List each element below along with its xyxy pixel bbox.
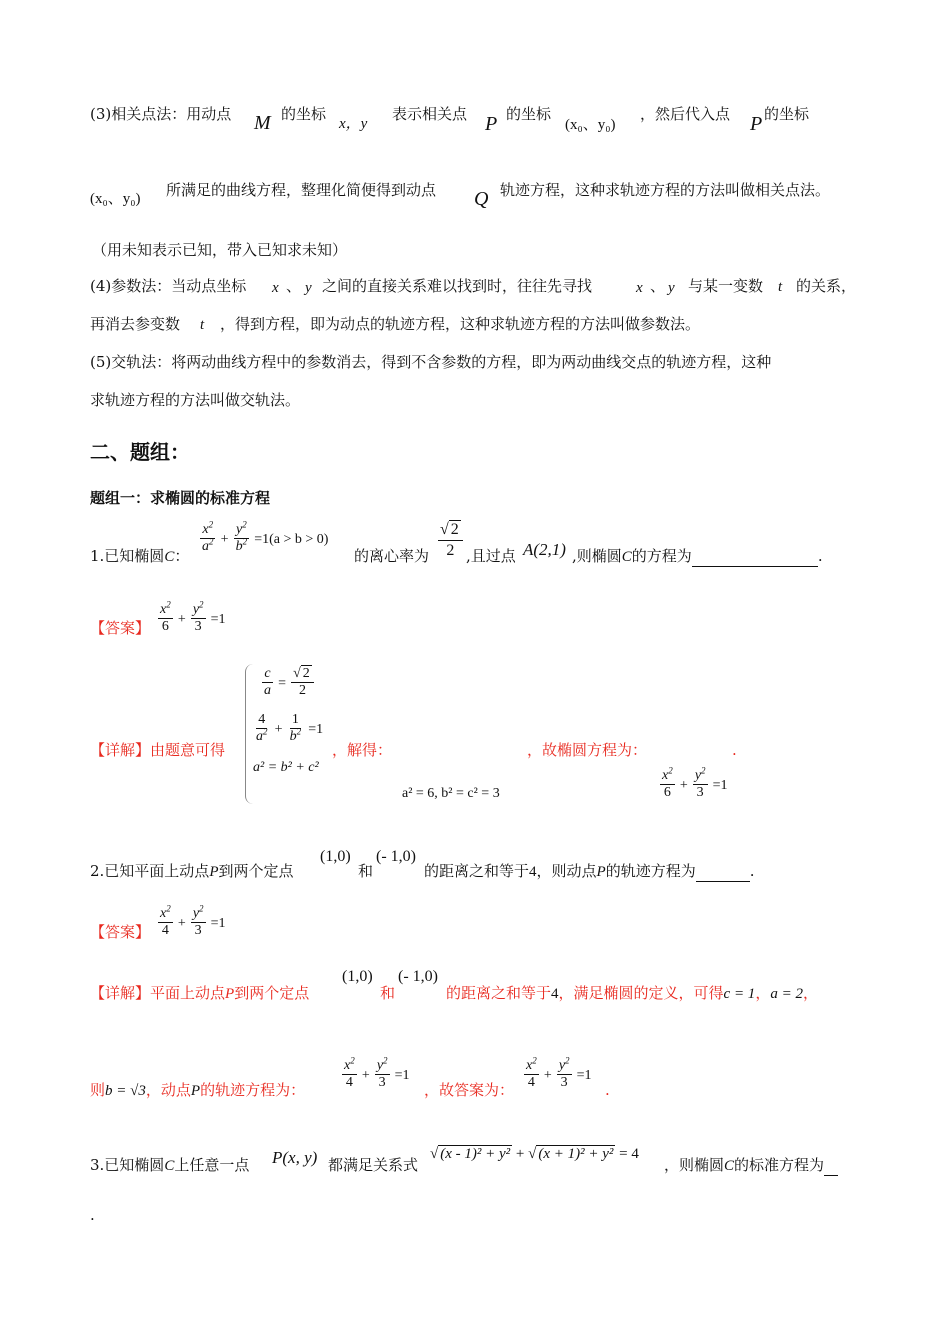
frac-sqrt2-2b: $\frac{√ 2}{2}$ — [291, 666, 314, 699]
q1-e: 的方程为 — [631, 547, 692, 565]
q3-rad2: (x + 1)² + y² — [538, 1146, 614, 1162]
a2-label: 【答案】 — [90, 923, 151, 941]
a2-a2: a = 2 — [770, 986, 803, 1002]
a1-detail-a: 由题意可得 — [150, 741, 226, 759]
a2-rhs-b: =1 — [394, 1068, 410, 1083]
q3-radical-expr: √ (x - 1)² + y² + √ (x + 1)² + y² = 4 — [430, 1146, 639, 1162]
var-y: y — [305, 280, 312, 296]
coords-x0y0-b: (x₀、y₀) — [90, 191, 141, 207]
q1-C: C — [164, 549, 175, 565]
s4-sep: 、 — [286, 277, 302, 295]
a2-point1: (1,0) — [342, 968, 373, 985]
a1-eq: $\frac{x^2}{6}$ + $\frac{y^2}{3}$ =1 — [160, 599, 226, 634]
frac-sqrt2-2: $\frac{√ 2}{2}$ — [438, 520, 463, 561]
s3-text-e: ，然后代入点 — [640, 105, 731, 123]
a1-rhs: =1 — [210, 612, 226, 627]
frac-x2-a2: $\frac{x^2}{a^2}$ — [202, 519, 214, 554]
a2-rhs: =1 — [210, 916, 226, 931]
a1-detail-c: ，故椭圆方程为： — [527, 741, 648, 759]
q3-point-P: P(x, y) — [272, 1148, 318, 1167]
frac-x2-6: $\frac{x^2}{6}$ — [160, 599, 171, 634]
s4-text-b: 之间的直接关系难以找到时，往往先寻找 — [322, 277, 593, 295]
q1-text-b: 的离心率为 — [354, 547, 430, 565]
frac-x2-4: $\frac{x^2}{4}$ — [160, 903, 171, 938]
var-P2: P — [750, 113, 763, 135]
a2-d3-line — [446, 983, 818, 1004]
s3-text-a: (3)相关点法：用动点 — [90, 105, 232, 123]
q2-P: P — [209, 864, 219, 880]
q3-eq: = 4 — [619, 1146, 639, 1162]
a1-solve: a² = 6, b² = c² = 3 — [402, 786, 500, 801]
s5-line1: (5)交轨法：将两动曲线方程中的参数消去，得到不含参数的方程，即为两动曲线交点的轨迹方程，这种 — [90, 353, 772, 371]
section-title: 二、题组： — [90, 440, 190, 464]
s3-text-c: 表示相关点 — [392, 105, 468, 123]
frac-x2-4b: $\frac{x^2}{4}$ — [344, 1055, 355, 1090]
q3-blank — [824, 1155, 838, 1176]
q2-blank — [696, 861, 750, 882]
q1-C2: C — [621, 549, 632, 565]
q2-b: 到两个定点 — [218, 862, 294, 880]
q1-text-c: ,且过点 — [466, 547, 516, 565]
var-x: x — [272, 280, 279, 296]
q1-colon: ： — [174, 547, 190, 565]
q2-point1: (1,0) — [320, 848, 351, 865]
a1-detail-b: ，解得： — [332, 741, 393, 759]
a2-detail — [90, 983, 309, 1004]
q2-and: 和 — [358, 862, 374, 880]
a2-line2 — [90, 1080, 305, 1101]
s3-text-g: 所满足的曲线方程，整理化简便得到动点 — [166, 181, 437, 199]
s3-text-h: 轨迹方程，这种求轨迹方程的方法叫做相关点法。 — [500, 181, 831, 199]
frac-y2-3d: $\frac{y^2}{3}$ — [376, 1055, 388, 1090]
a2-comma: ， — [755, 984, 771, 1002]
q2-e: 的轨迹方程为 — [605, 862, 696, 880]
q2-end: . — [749, 862, 755, 880]
frac-y2-b2: $\frac{y^2}{b^2}$ — [235, 519, 248, 554]
s4-sep2: 、 — [650, 277, 666, 295]
a1-detail — [90, 740, 225, 760]
q2-text-c — [424, 861, 755, 882]
q3-text-c: 都满足关系式 — [328, 1156, 419, 1174]
s4-line2b: ，得到方程，即为动点的轨迹方程，这种求轨迹方程的方法叫做参数法。 — [220, 315, 701, 333]
q1-sqrt2: 2 — [450, 521, 459, 538]
s3-text-d: 的坐标 — [506, 105, 552, 123]
q2-c: 的距离之和等于 — [424, 862, 530, 880]
q3-text-a — [90, 1155, 249, 1176]
frac-1-b2: $\frac{1}{b^2}$ — [289, 712, 302, 744]
frac-x2-4c: $\frac{x^2}{4}$ — [526, 1055, 537, 1090]
q1-end: . — [817, 547, 823, 565]
q1-text-a — [90, 546, 189, 567]
a2-l2end: . — [605, 1081, 610, 1099]
a2-P2: P — [190, 1083, 201, 1099]
q3-end: . — [90, 1206, 95, 1224]
frac-y2-3: $\frac{y^2}{3}$ — [192, 599, 204, 634]
q1-cond: =1(a > b > 0) — [254, 532, 329, 547]
a2-d2: 到两个定点 — [234, 984, 310, 1002]
s3-text-b: 的坐标 — [281, 105, 327, 123]
var-xy: x，y — [339, 116, 368, 132]
q3-d: ，则椭圆 — [664, 1156, 725, 1174]
s4-line2a: 再消去参变数 — [90, 315, 181, 333]
s3-text-f: 的坐标 — [764, 105, 810, 123]
a2-l2d: ，故答案为： — [424, 1081, 515, 1099]
sys-eq1: $\frac{c}{a}$ = $\frac{√ 2}{2}$ — [262, 666, 314, 699]
var-P: P — [485, 113, 498, 135]
a2-b: b = √3 — [105, 1083, 146, 1099]
a2-l2b: ，动点 — [145, 1081, 191, 1099]
q3-C: C — [164, 1158, 175, 1174]
q2-d: ，则动点 — [536, 862, 597, 880]
q1-ecc — [438, 520, 463, 561]
a2-c1: c = 1 — [723, 986, 756, 1002]
group1-title: 题组一：求椭圆的标准方程 — [90, 489, 271, 507]
q2-point2: (- 1,0) — [376, 848, 416, 865]
frac-y2-3b: $\frac{y^2}{3}$ — [694, 765, 706, 800]
q3-C2: C — [724, 1158, 735, 1174]
a2-point2: (- 1,0) — [398, 968, 438, 985]
a2-d5: ， — [802, 984, 818, 1002]
q2-four: 4 — [529, 864, 537, 880]
q2-a: 2.已知平面上动点 — [90, 862, 210, 880]
q3-text-d — [664, 1155, 838, 1176]
frac-y2-3e: $\frac{y^2}{3}$ — [558, 1055, 570, 1090]
frac-x2-6b: $\frac{x^2}{6}$ — [662, 765, 673, 800]
a2-eq: $\frac{x^2}{4}$ + $\frac{y^2}{3}$ =1 — [160, 903, 226, 938]
q1-blank — [692, 546, 818, 567]
a2-result-eq1: $\frac{x^2}{4}$ + $\frac{y^2}{3}$ =1 — [344, 1055, 410, 1090]
s5-line2: 求轨迹方程的方法叫做交轨法。 — [90, 391, 301, 409]
q2-text-a — [90, 861, 294, 882]
q3-a: 3.已知椭圆 — [90, 1156, 165, 1174]
frac-4-a2: $\frac{4}{a^2}$ — [256, 712, 268, 744]
frac-c-a: $\frac{c}{a}$ — [264, 666, 271, 698]
a1-detail-end: . — [732, 741, 737, 759]
a1-label: 【答案】 — [90, 619, 151, 637]
point-A: A(2,1) — [523, 540, 566, 559]
a2-P: P — [225, 986, 235, 1002]
s3-note: （用未知表示已知，带入已知求未知） — [92, 241, 348, 259]
a2-l2c: 的轨迹方程为： — [200, 1081, 306, 1099]
s4-text-a: (4)参数法：当动点坐标 — [90, 277, 247, 295]
a2-detail-label: 【详解】 — [90, 984, 151, 1002]
a2-d1: 平面上动点 — [150, 984, 226, 1002]
s4-text-d: 的关系， — [796, 277, 857, 295]
var-x2: x — [636, 280, 643, 296]
a2-d3: 的距离之和等于 — [446, 984, 552, 1002]
q2-P2: P — [596, 864, 606, 880]
var-t: t — [778, 279, 783, 295]
s3-line1 — [90, 104, 231, 124]
sys-eq2: $\frac{4}{a^2}$ + $\frac{1}{b^2}$ =1 — [256, 712, 324, 744]
system-brace — [245, 664, 254, 804]
a2-rhs-c: =1 — [576, 1068, 592, 1083]
q1-d: ,则椭圆 — [572, 547, 622, 565]
var-y2: y — [668, 280, 675, 296]
q1-a: 1.已知椭圆 — [90, 547, 165, 565]
sys-eq3: a² = b² + c² — [253, 760, 319, 775]
q1-two: 2 — [446, 542, 455, 559]
frac-y2-3c: $\frac{y^2}{3}$ — [192, 903, 204, 938]
q3-e: 的标准方程为 — [734, 1156, 825, 1174]
s4-text-c: 与某一变数 — [688, 277, 764, 295]
a2-l2a: 则 — [90, 1081, 106, 1099]
a1-rhs-b: =1 — [712, 778, 728, 793]
q3-rad1: (x - 1)² + y² — [440, 1146, 511, 1162]
q1-text-d — [572, 546, 823, 567]
a2-d4: ，满足椭圆的定义，可得 — [558, 984, 724, 1002]
q1-ellipse-eq: $\frac{x^2}{a^2}$ + $\frac{y^2}{b^2}$ =1(a > b > 0) — [202, 519, 329, 554]
a1-detail-label: 【详解】 — [90, 741, 151, 759]
a1-result-eq: $\frac{x^2}{6}$ + $\frac{y^2}{3}$ =1 — [662, 765, 728, 800]
a2-result-eq2: $\frac{x^2}{4}$ + $\frac{y^2}{3}$ =1 — [526, 1055, 592, 1090]
q3-b: 上任意一点 — [174, 1156, 250, 1174]
a2-and: 和 — [380, 984, 396, 1002]
coords-x0y0: (x₀、y₀) — [565, 117, 616, 133]
a2-four: 4 — [551, 986, 559, 1002]
var-Q: Q — [474, 188, 489, 210]
var-t2: t — [200, 317, 205, 333]
var-M: M — [254, 112, 271, 134]
